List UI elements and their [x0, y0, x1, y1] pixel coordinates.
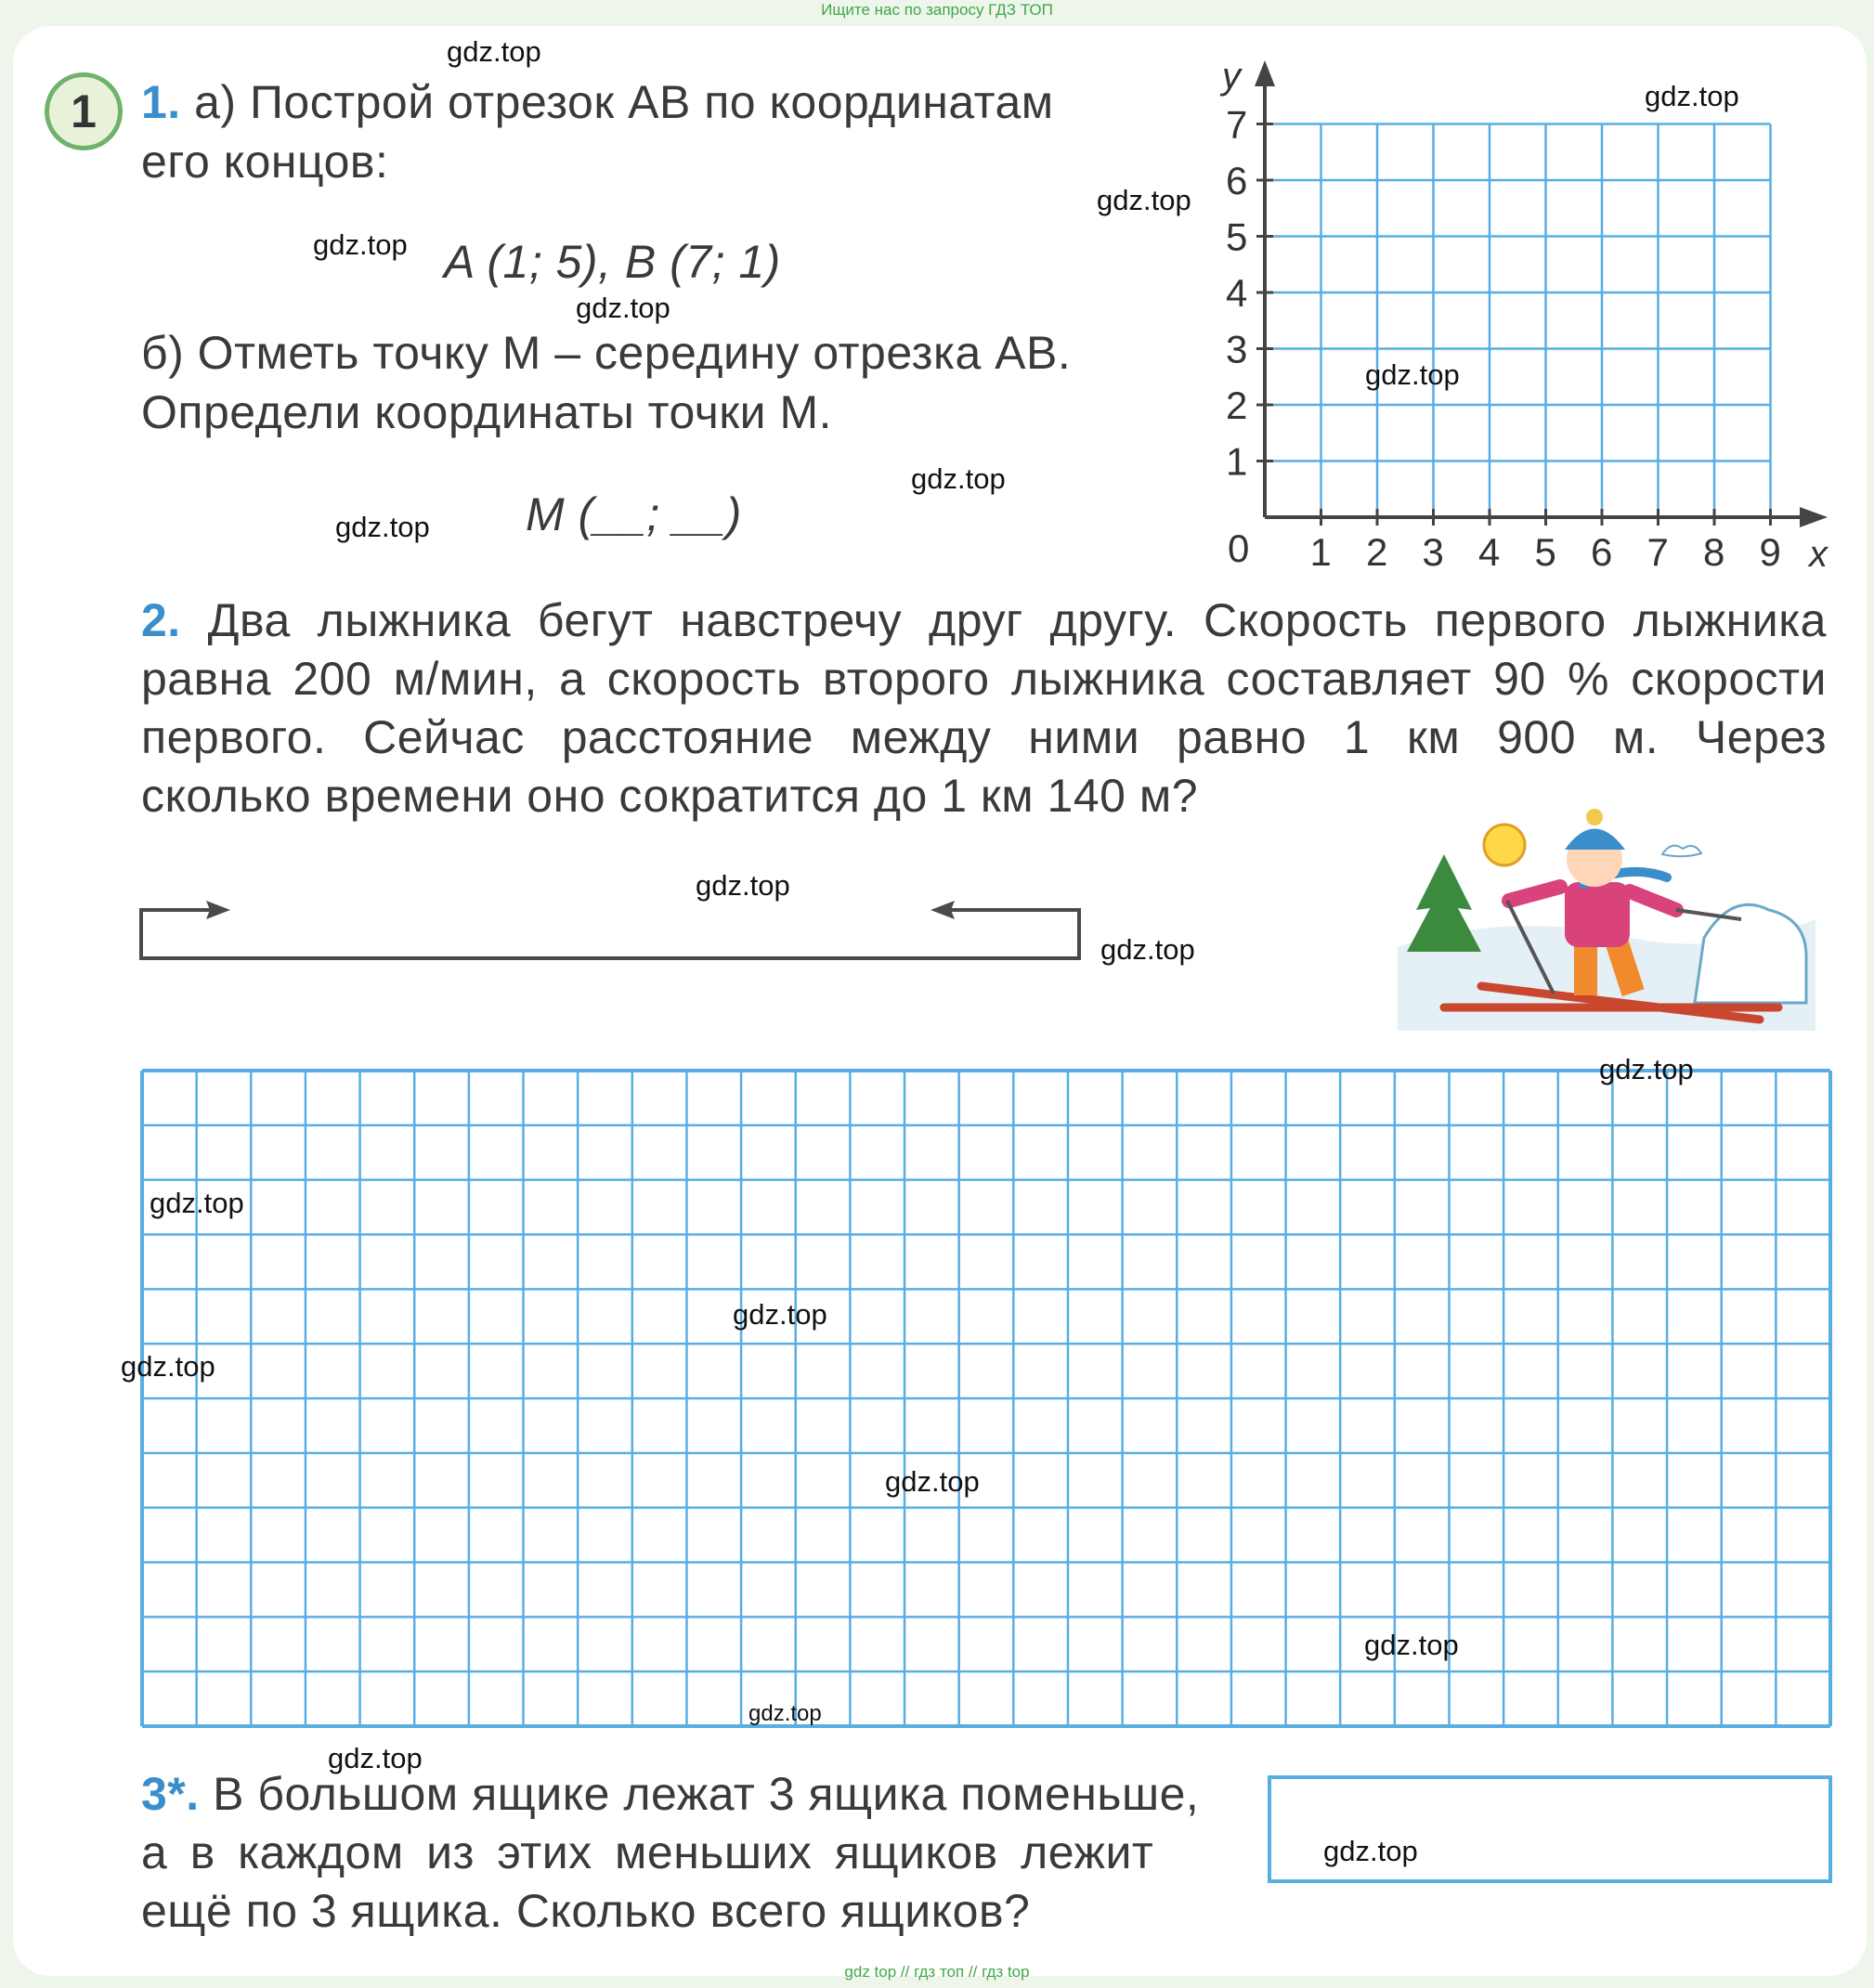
skier-illustration [1398, 808, 1815, 1040]
sun-icon [1484, 825, 1525, 865]
x-tick-label: 3 [1422, 530, 1444, 574]
bottom-banner[interactable]: gdz top // гдз топ // гдз top [844, 1963, 1030, 1981]
watermark: gdz.top [335, 511, 430, 543]
watermark: gdz.top [328, 1742, 423, 1774]
x-tick-label: 9 [1759, 530, 1781, 574]
y-tick-label: 1 [1226, 439, 1248, 484]
task1-line-a2: его концов: [141, 136, 389, 188]
watermark: gdz.top [1365, 358, 1460, 391]
watermark: gdz.top [1097, 184, 1191, 216]
watermark: gdz.top [576, 292, 670, 324]
fir-tree-icon [1407, 854, 1481, 952]
y-axis-arrow [1255, 60, 1275, 86]
work-grid[interactable] [139, 1068, 1833, 1729]
task2-number: 2. [141, 594, 181, 646]
watermark: gdz.top [696, 869, 790, 902]
watermark: gdz.top [911, 462, 1006, 495]
x-tick-label: 2 [1366, 530, 1388, 574]
watermark: gdz.top [313, 228, 408, 261]
x-tick-label: 5 [1534, 530, 1556, 574]
watermark: gdz.top [1323, 1835, 1418, 1867]
x-tick-label: 7 [1646, 530, 1669, 574]
watermark: gdz.top [1645, 80, 1739, 112]
task1-line-b2: Определи координаты точки M. [141, 386, 833, 438]
skier-hat [1565, 829, 1625, 851]
task1-a-text: а) Построй отрезок AB по координатам [194, 76, 1054, 128]
y-tick-label: 6 [1226, 159, 1248, 202]
watermark: gdz.top [733, 1298, 827, 1331]
watermark: gdz.top [748, 1701, 822, 1726]
task3-line-1 [141, 1764, 1199, 1824]
task3-number: 3*. [141, 1768, 200, 1820]
y-tick-label: 5 [1226, 214, 1248, 259]
route-line [141, 908, 1079, 958]
watermark: gdz.top [1364, 1629, 1459, 1661]
task2-line-3: первого. Сейчас расстояние между ними равно 1 км 900 м. Через [141, 711, 1827, 763]
watermark: gdz.top [150, 1187, 244, 1219]
task3-line-3: ещё по 3 ящика. Сколько всего ящиков? [141, 1885, 1031, 1937]
coordinate-plane[interactable] [1207, 51, 1848, 594]
task1-number: 1. [141, 76, 181, 128]
plane-ticks [1226, 103, 1781, 575]
x-axis-arrow [1800, 507, 1828, 527]
task1-line-a1 [141, 72, 1054, 132]
top-banner[interactable]: Ищите нас по запросу ГДЗ ТОП [821, 1, 1053, 19]
exercise-badge: 1 [45, 72, 123, 150]
task3-line-1-text: В большом ящике лежат 3 ящика поменьше, [213, 1768, 1200, 1820]
task1-line-b1: б) Отметь точку M – середину отрезка AB. [141, 327, 1072, 379]
task3-line-2: а в каждом из этих меньших ящиков лежит [141, 1826, 1154, 1878]
y-tick-label: 4 [1226, 271, 1248, 315]
y-tick-label: 3 [1226, 327, 1248, 371]
y-tick-label: 2 [1226, 383, 1248, 427]
hat-pompom-icon [1586, 809, 1603, 825]
watermark: gdz.top [1100, 933, 1195, 966]
task2-line-2: равна 200 м/мин, а скорость второго лыжника составляет 90 % скорости [141, 653, 1827, 705]
task2-line-4: сколько времени оно сократится до 1 км 140 м? [141, 770, 1199, 822]
task2-line-1 [141, 591, 1827, 650]
watermark: gdz.top [885, 1465, 980, 1498]
x-tick-label: 8 [1703, 530, 1725, 574]
x-tick-label: 4 [1478, 530, 1501, 574]
watermark: gdz.top [121, 1350, 215, 1383]
watermark: gdz.top [447, 35, 541, 68]
x-tick-label: 1 [1309, 530, 1332, 574]
task1-answer-blank[interactable]: M (__; __) [526, 488, 742, 540]
watermark: gdz.top [1599, 1053, 1694, 1085]
y-tick-label: 7 [1226, 102, 1248, 147]
task1-points: A (1; 5), B (7; 1) [444, 236, 781, 288]
origin-label: 0 [1228, 526, 1250, 570]
task2-line-1-text: Два лыжника бегут навстречу друг другу. Скорость первого лыжника [207, 594, 1827, 646]
cloud-icon [1662, 846, 1701, 857]
snow-bush [1695, 904, 1806, 1003]
plane-grid [1265, 124, 1771, 518]
motion-diagram [130, 891, 1105, 966]
x-tick-label: 6 [1591, 530, 1613, 574]
x-axis-label: x [1809, 534, 1828, 575]
work-grid-lines [142, 1071, 1830, 1726]
y-axis-label: y [1222, 56, 1241, 97]
skier-jacket [1565, 882, 1630, 947]
